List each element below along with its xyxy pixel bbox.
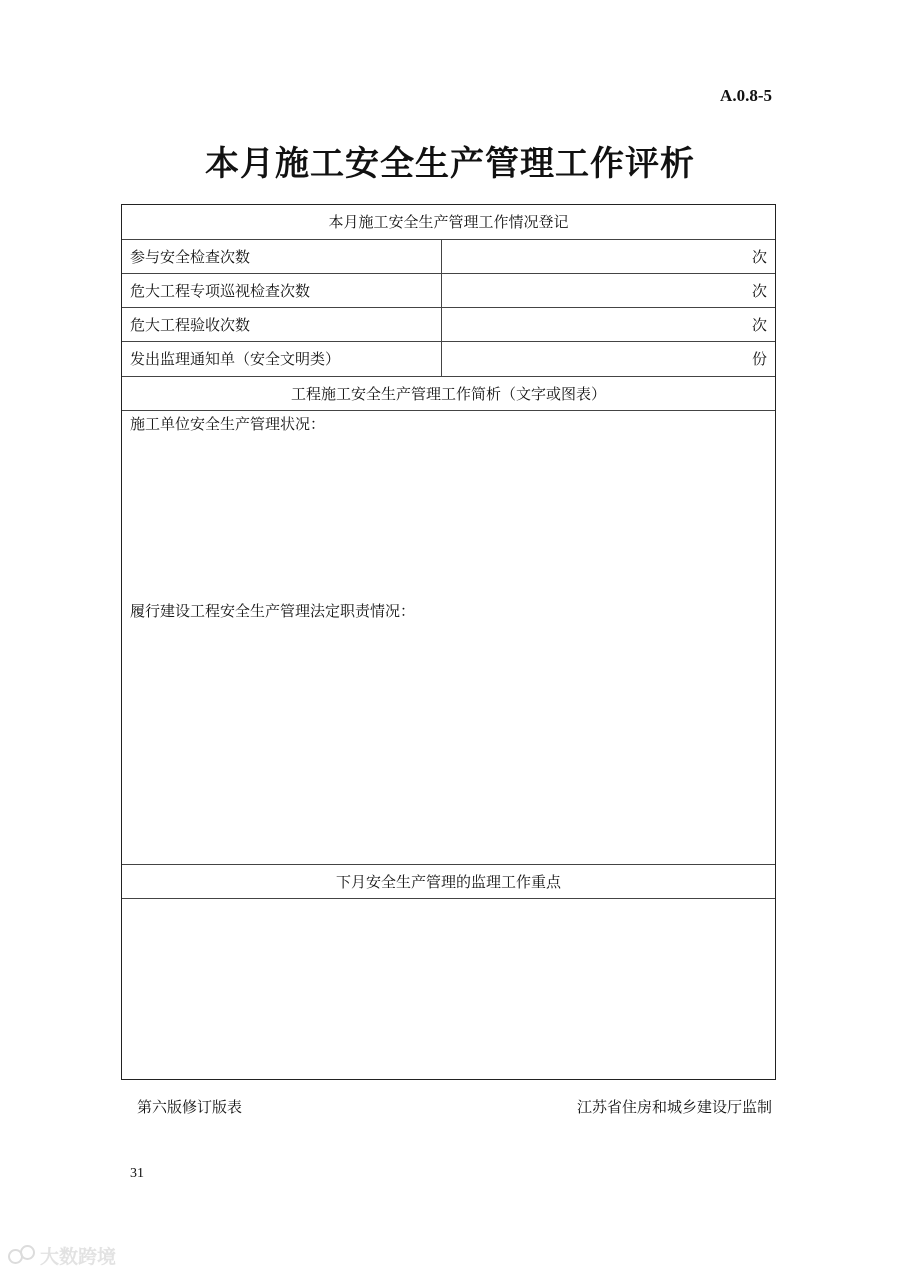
page-number: 31 — [130, 1166, 144, 1181]
table-row — [122, 273, 775, 307]
analysis-prompt-construction: 施工单位安全生产管理状况： — [130, 415, 326, 433]
watermark — [8, 1242, 116, 1269]
watermark-logo-icon — [8, 1245, 36, 1267]
table-row — [122, 239, 775, 273]
next-month-header: 下月安全生产管理的监理工作重点 — [335, 873, 561, 891]
analysis-body — [122, 410, 775, 864]
watermark-text: 大数跨境 — [40, 1246, 117, 1268]
item-unit: 次 — [751, 282, 767, 300]
item-label: 危大工程专项巡视检查次数 — [130, 282, 311, 300]
next-month-body — [122, 898, 775, 1079]
registration-header: 本月施工安全生产管理工作情况登记 — [328, 213, 569, 231]
page-title: 本月施工安全生产管理工作评析 — [205, 144, 695, 184]
form-code: A.0.8-5 — [720, 86, 772, 105]
column-divider — [441, 308, 442, 341]
item-unit: 次 — [751, 248, 767, 266]
item-label: 危大工程验收次数 — [130, 316, 251, 334]
column-divider — [441, 274, 442, 307]
analysis-header-row — [122, 376, 775, 410]
next-month-header-row — [122, 864, 775, 898]
item-unit: 次 — [751, 316, 767, 334]
table-row — [122, 341, 775, 376]
item-label: 发出监理通知单（安全文明类） — [130, 350, 341, 368]
column-divider — [441, 240, 442, 273]
edition-note: 第六版修订版表 — [137, 1098, 243, 1116]
registration-header-row — [122, 205, 775, 239]
analysis-header: 工程施工安全生产管理工作简析（文字或图表） — [290, 385, 606, 403]
analysis-prompt-duties: 履行建设工程安全生产管理法定职责情况： — [130, 602, 416, 620]
item-unit: 份 — [751, 350, 767, 368]
table-row — [122, 307, 775, 341]
item-label: 参与安全检查次数 — [130, 248, 251, 266]
column-divider — [441, 342, 442, 376]
form-table — [121, 204, 776, 1080]
issuer-note: 江苏省住房和城乡建设厅监制 — [576, 1098, 772, 1116]
